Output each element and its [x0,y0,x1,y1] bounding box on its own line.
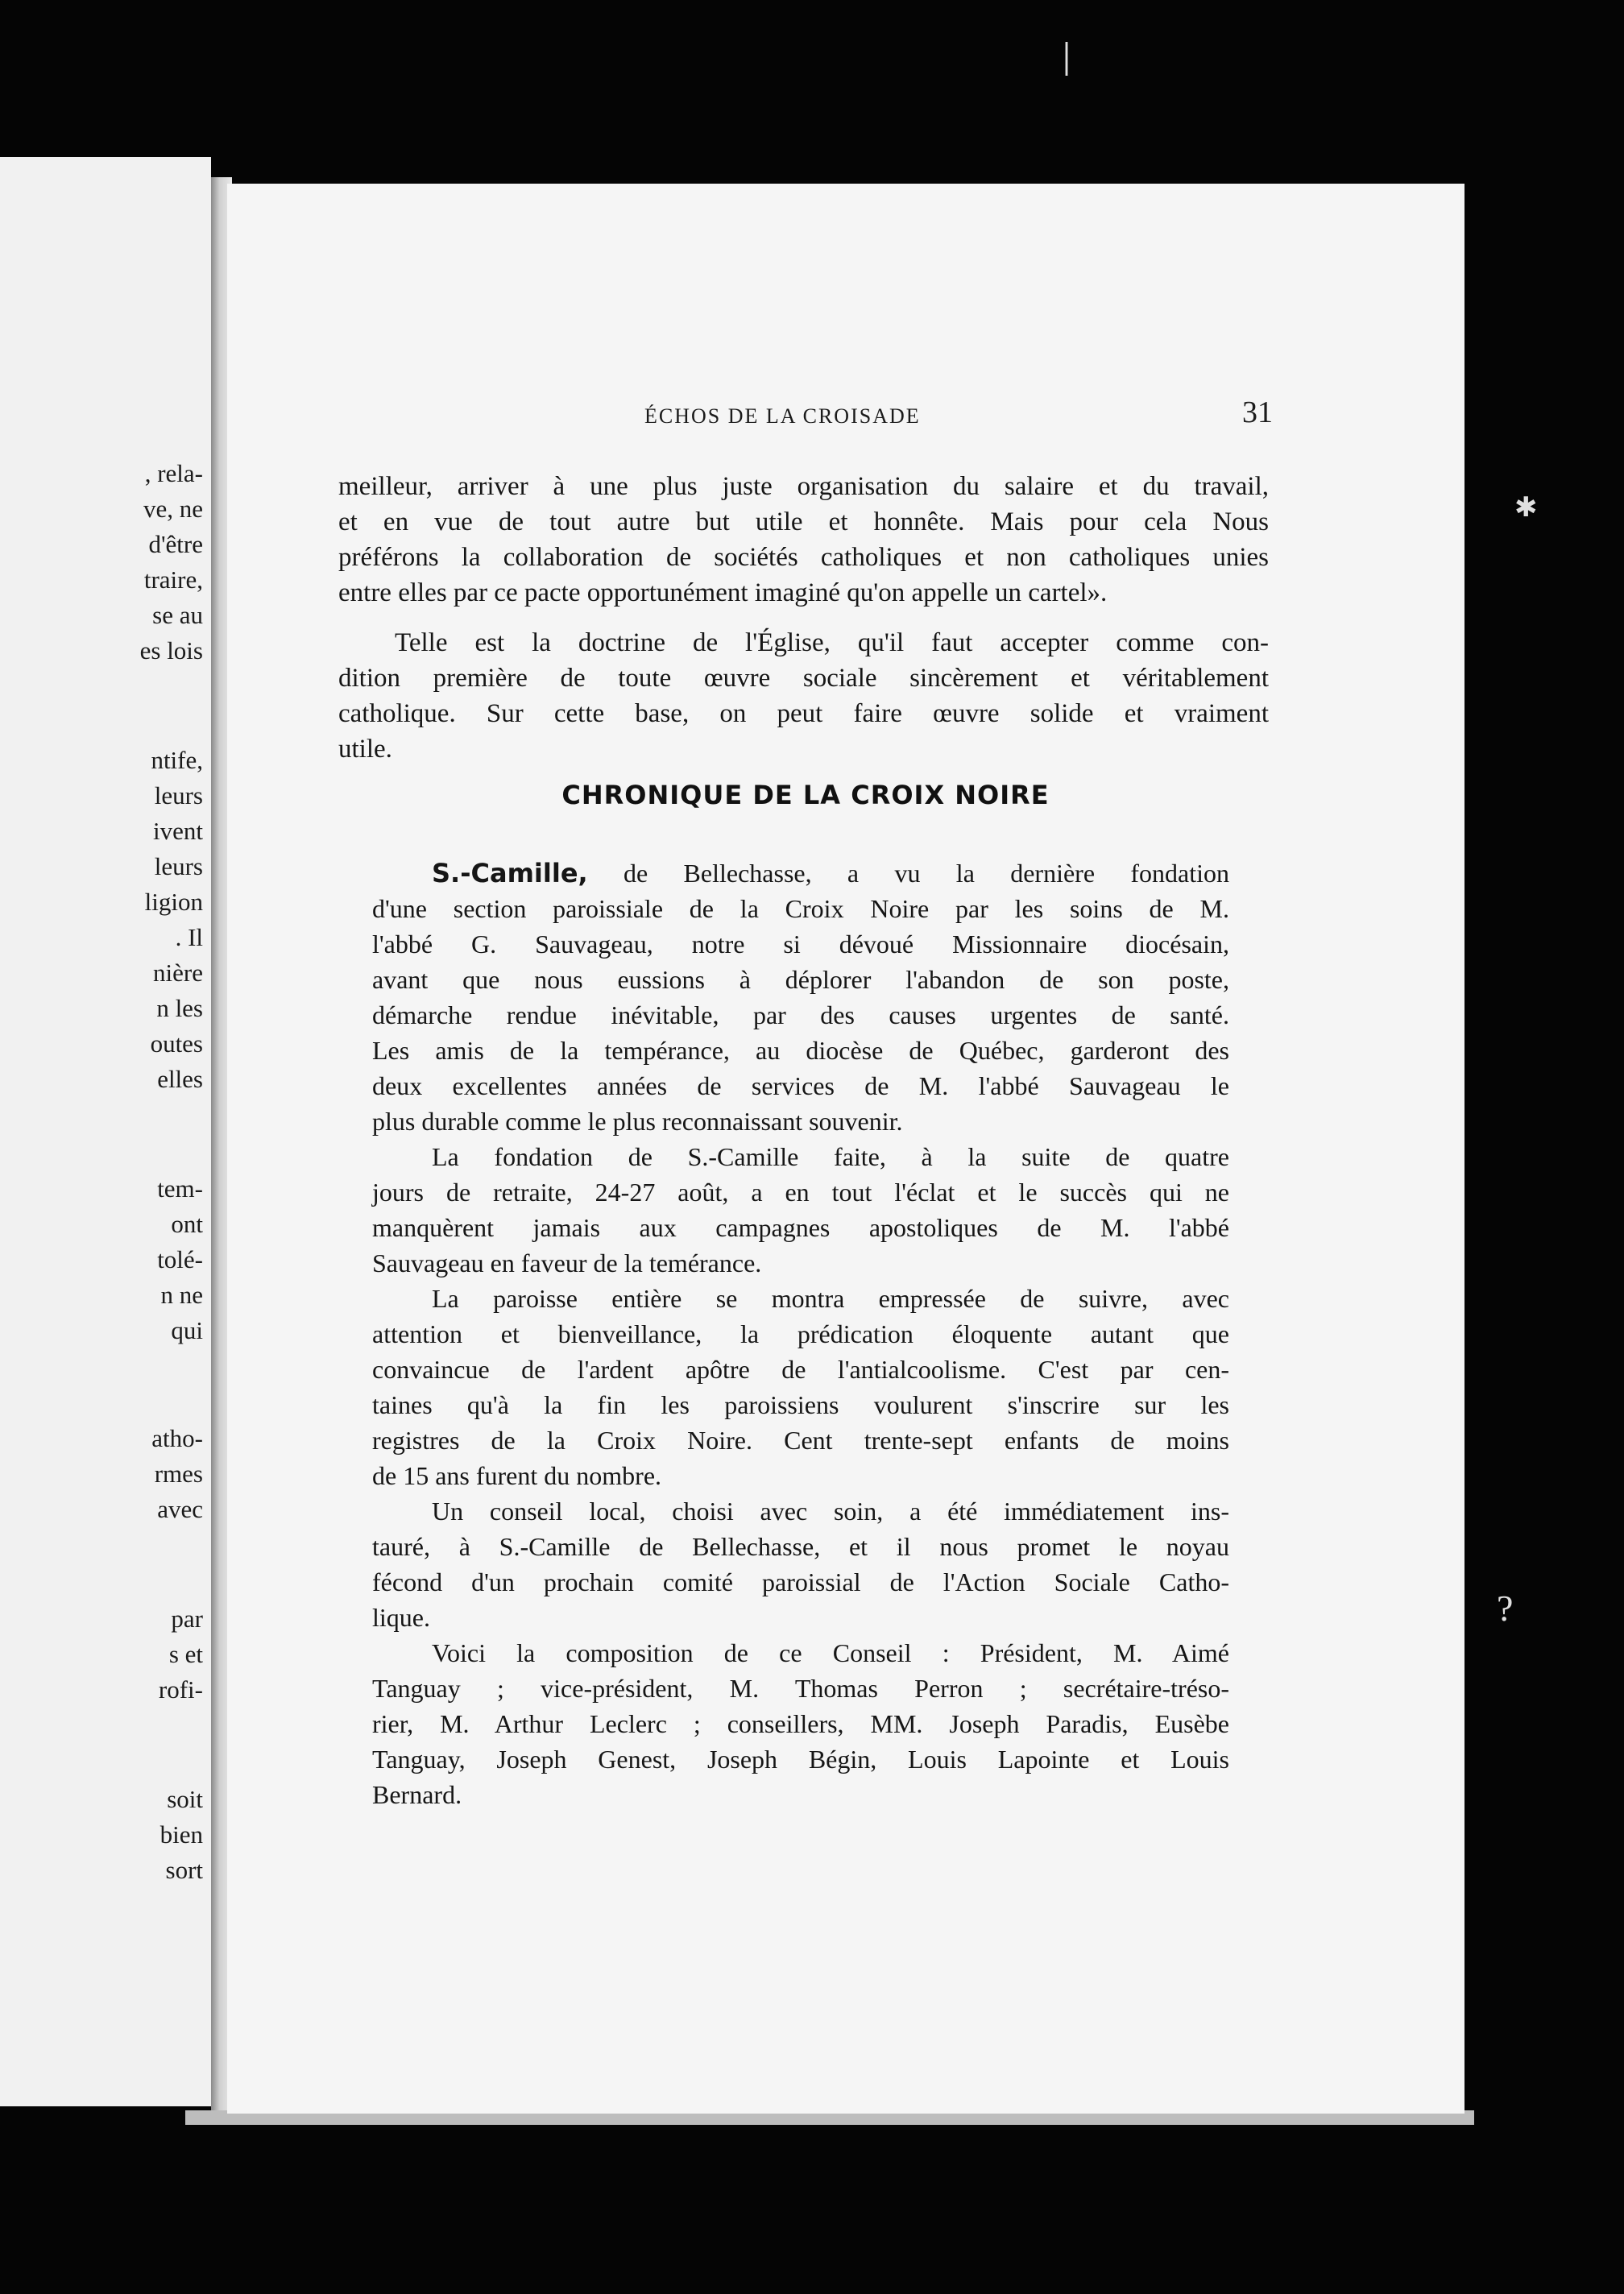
paragraph-conseil-local [372,1493,1229,1635]
text-line: meilleur, arriver à une plus juste organisation du salaire et du travail, [338,472,1269,501]
left-page-line: leurs [154,781,203,810]
left-page-line: bien [160,1820,203,1849]
text-line: de 15 ans furent du nombre. [372,1461,662,1490]
text-line: Voici la composition de ce Conseil : Président, M. Aimé [432,1638,1229,1667]
left-page-line: elles [157,1065,203,1093]
text-line: rier, M. Arthur Leclerc ; conseillers, MM. Joseph Paradis, Eusèbe [372,1709,1229,1738]
text-line: catholique. Sur cette base, on peut faire œuvre solide et vraiment [338,699,1269,728]
paragraph-composition [372,1635,1229,1812]
left-page-line: sort [165,1856,203,1884]
text-line: l'abbé G. Sauvageau, notre si dévoué Missionnaire diocésain, [372,930,1229,959]
text-line: convaincue de l'ardent apôtre de l'antialcoolisme. C'est par cen- [372,1355,1229,1384]
left-page-line: tolé- [157,1245,203,1273]
left-page-line: ve, ne [143,495,203,523]
place-name: S.-Camille, [432,858,588,888]
page-header [564,395,1273,443]
text-line: préférons la collaboration de sociétés catholiques et non catholiques unies [338,543,1269,572]
left-page-line: qui [171,1316,203,1344]
left-page-line: . Il [175,923,203,951]
text-line: dition première de toute œuvre sociale sincèrement et véritablement [338,664,1269,693]
left-page-line: se au [152,601,203,629]
left-page-line: es lois [139,636,203,665]
text-line: La fondation de S.-Camille faite, à la suite de quatre [432,1142,1229,1171]
section-heading: CHRONIQUE DE LA CROIX NOIRE [561,780,1050,810]
left-page-line: outes [150,1029,203,1058]
text-run: de Bellechasse, a vu la dernière fondation [624,859,1230,888]
left-page-line: s et [168,1640,203,1668]
left-page-line: n les [156,994,203,1022]
scan-speck: ǀ [1062,33,1072,86]
text-line: et en vue de tout autre but utile et honnête. Mais pour cela Nous [338,507,1269,536]
paragraph-paroisse [372,1281,1229,1493]
left-page-line: n ne [160,1281,203,1309]
left-page-line: avec [157,1495,203,1523]
left-page-line: soit [167,1785,203,1813]
paragraph-fondation [372,1139,1229,1281]
text-line: tauré, à S.-Camille de Bellechasse, et il nous promet le noyau [372,1532,1229,1561]
intro-paragraph [338,469,1269,611]
text-line: Tanguay, Joseph Genest, Joseph Bégin, Louis Lapointe et Louis [372,1745,1229,1774]
text-line: d'une section paroissiale de la Croix Noire par les soins de M. [372,894,1229,923]
text-line: Les amis de la tempérance, au diocèse de Québec, garderont des [372,1036,1229,1065]
doctrine-paragraph [338,625,1269,767]
left-page-line: nière [153,959,203,987]
page-number: 31 [1242,395,1273,429]
left-page-line: d'être [148,530,203,558]
left-page-line: ivent [153,817,203,845]
scan-speck: ? [1497,1588,1514,1629]
text-line: Bernard. [372,1780,462,1809]
left-page-line: rofi- [158,1675,203,1704]
text-line: registres de la Croix Noire. Cent trente-sept enfants de moins [372,1426,1229,1455]
left-page-line: tem- [157,1174,203,1203]
text-line: attention et bienveillance, la prédication éloquente autant que [372,1319,1229,1348]
left-page-line: ntife, [151,746,203,774]
left-page-line: atho- [151,1424,203,1452]
text-line: Un conseil local, choisi avec soin, a été immédiatement ins- [432,1497,1229,1526]
text-line: jours de retraite, 24-27 août, a en tout l'éclat et le succès qui ne [372,1178,1229,1207]
text-line: démarche rendue inévitable, par des causes urgentes de santé. [372,1000,1229,1029]
text-line: fécond d'un prochain comité paroissial de l'Action Sociale Catho- [372,1567,1229,1596]
text-line: manquèrent jamais aux campagnes apostoliques de M. l'abbé [372,1213,1229,1242]
scan-speck: ✱ [1514,493,1538,523]
running-title: ÉCHOS DE LA CROISADE [644,404,921,428]
text-line: entre elles par ce pacte opportunément imaginé qu'on appelle un cartel». [338,578,1108,607]
text-line: Telle est la doctrine de l'Église, qu'il faut accepter comme con- [395,628,1269,657]
paragraph-s-camille [372,855,1229,1139]
left-page-line: leurs [154,852,203,880]
left-page [0,157,211,2106]
left-page-line: traire, [143,565,203,594]
text-line: lique. [372,1603,430,1632]
text-line: Sauvageau en faveur de la temérance. [372,1248,762,1277]
text-line: La paroisse entière se montra empressée de suivre, avec [432,1284,1229,1313]
text-line: plus durable comme le plus reconnaissant souvenir. [372,1107,903,1136]
left-page-line: ont [171,1210,203,1238]
text-line: taines qu'à la fin les paroissiens voulurent s'inscrire sur les [372,1390,1229,1419]
text-line: avant que nous eussions à déplorer l'abandon de son poste, [372,965,1229,994]
left-page-line: , rela- [144,459,203,487]
left-page-line: ligion [144,888,203,916]
text-line: deux excellentes années de services de M. l'abbé Sauvageau le [372,1071,1229,1100]
text-line [372,855,1229,891]
left-page-line: rmes [154,1460,203,1488]
left-page-line: par [171,1605,203,1633]
text-line: utile. [338,735,392,764]
text-line: Tanguay ; vice-président, M. Thomas Perron ; secrétaire-tréso- [372,1674,1229,1703]
